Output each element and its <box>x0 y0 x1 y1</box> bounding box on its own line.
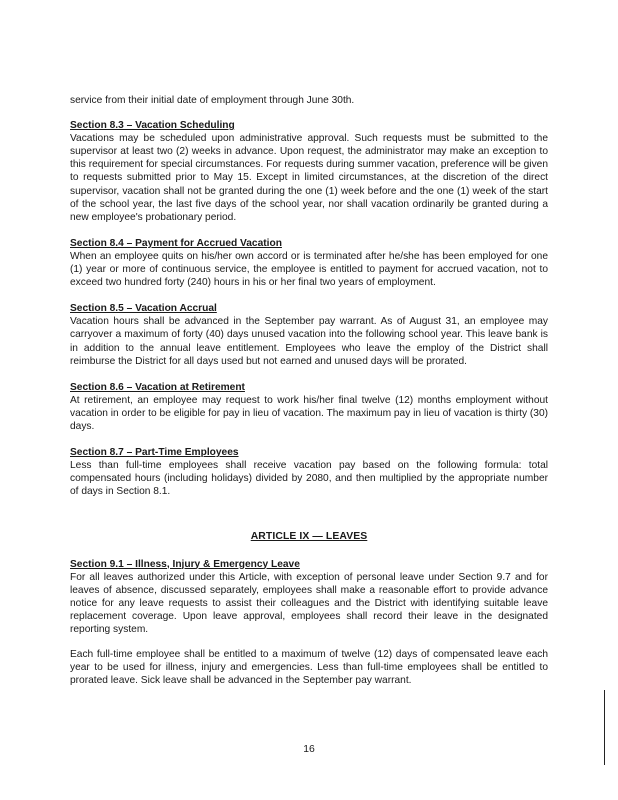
sick-leave-paragraph: Each full-time employee shall be entitled to a maximum of twelve (12) days of compensated leave each year to be used for illness, injury and emergencies. Less than full-time employees shall be entitled to prorated leave. Sick leave shall be advanced in the September pay warrant. <box>70 649 548 687</box>
intro-text: service from their initial date of employment through June 30th. <box>70 95 355 106</box>
section-8-4 <box>70 237 548 289</box>
section-body: For all leaves authorized under this Article, with exception of personal leave under Section 9.7 and for leaves of absence, discussed separately, employees shall make a reasonable effort to provide advance notice for any leave requests to assist their colleagues and the District with identifying suitable leave replacement coverage. Upon leave approval, employees shall record their leave in the designated reporting system. <box>70 571 548 635</box>
section-body: Less than full-time employees shall receive vacation pay based on the following formula: total compensated hours (including holidays) divided by 2080, and then multiplied by the appropriate number of days in Section 8.1. <box>70 460 548 498</box>
section-body: When an employee quits on his/her own accord or is terminated after he/she has been employed for one (1) year or more of continuous service, the employee is entitled to payment for accrued vacation, not to exceed two hundred forty (240) hours in his or her final two years of employment. <box>70 250 548 289</box>
section-body: At retirement, an employee may request to work his/her final twelve (12) months employment without vacation in order to be eligible for pay in lieu of vacation. The maximum pay in lieu of vacation is thirty (30) days. <box>70 394 548 432</box>
section-heading: Section 8.5 – Vacation Accrual <box>70 303 217 315</box>
section-8-7 <box>70 446 548 498</box>
section-heading: Section 8.3 – Vacation Scheduling <box>70 120 235 132</box>
section-body: Vacations may be scheduled upon administrative approval. Such requests must be submitted to the supervisor at least two (2) weeks in advance. Upon request, the administrator may make an exception to this requirement for special circumstances. For requests during summer vacation, preference will be given to requests submitted prior to May 15. Except in limited circumstances, at the discretion of the direct supervisor, vacation shall not be granted during the one (1) week before and the one (1) week of the start of the school year, the last five days of the school year, nor shall vacation ordinarily be granted during a new employee's probationary period. <box>70 133 548 223</box>
section-9-1 <box>70 558 548 637</box>
page-number: 16 <box>303 744 315 755</box>
section-body: Vacation hours shall be advanced in the September pay warrant. As of August 31, an employee may carryover a maximum of forty (40) days unused vacation into the following school year. This leave bank is in addition to the annual leave entitlement. Employees who leave the employ of the District shall reimburse the District for all days used but not earned and unused days will be prorated. <box>70 316 548 367</box>
section-heading: Section 8.6 – Vacation at Retirement <box>70 381 245 393</box>
section-heading: Section 9.1 – Illness, Injury & Emergency Leave <box>70 558 300 570</box>
article-title: ARTICLE IX — LEAVES <box>250 531 368 543</box>
section-8-5 <box>70 302 548 367</box>
section-8-6 <box>70 381 548 433</box>
page-content <box>70 94 548 699</box>
section-8-3 <box>70 119 548 224</box>
section-heading: Section 8.4 – Payment for Accrued Vacation <box>70 237 282 249</box>
section-heading: Section 8.7 – Part-Time Employees <box>70 447 239 459</box>
